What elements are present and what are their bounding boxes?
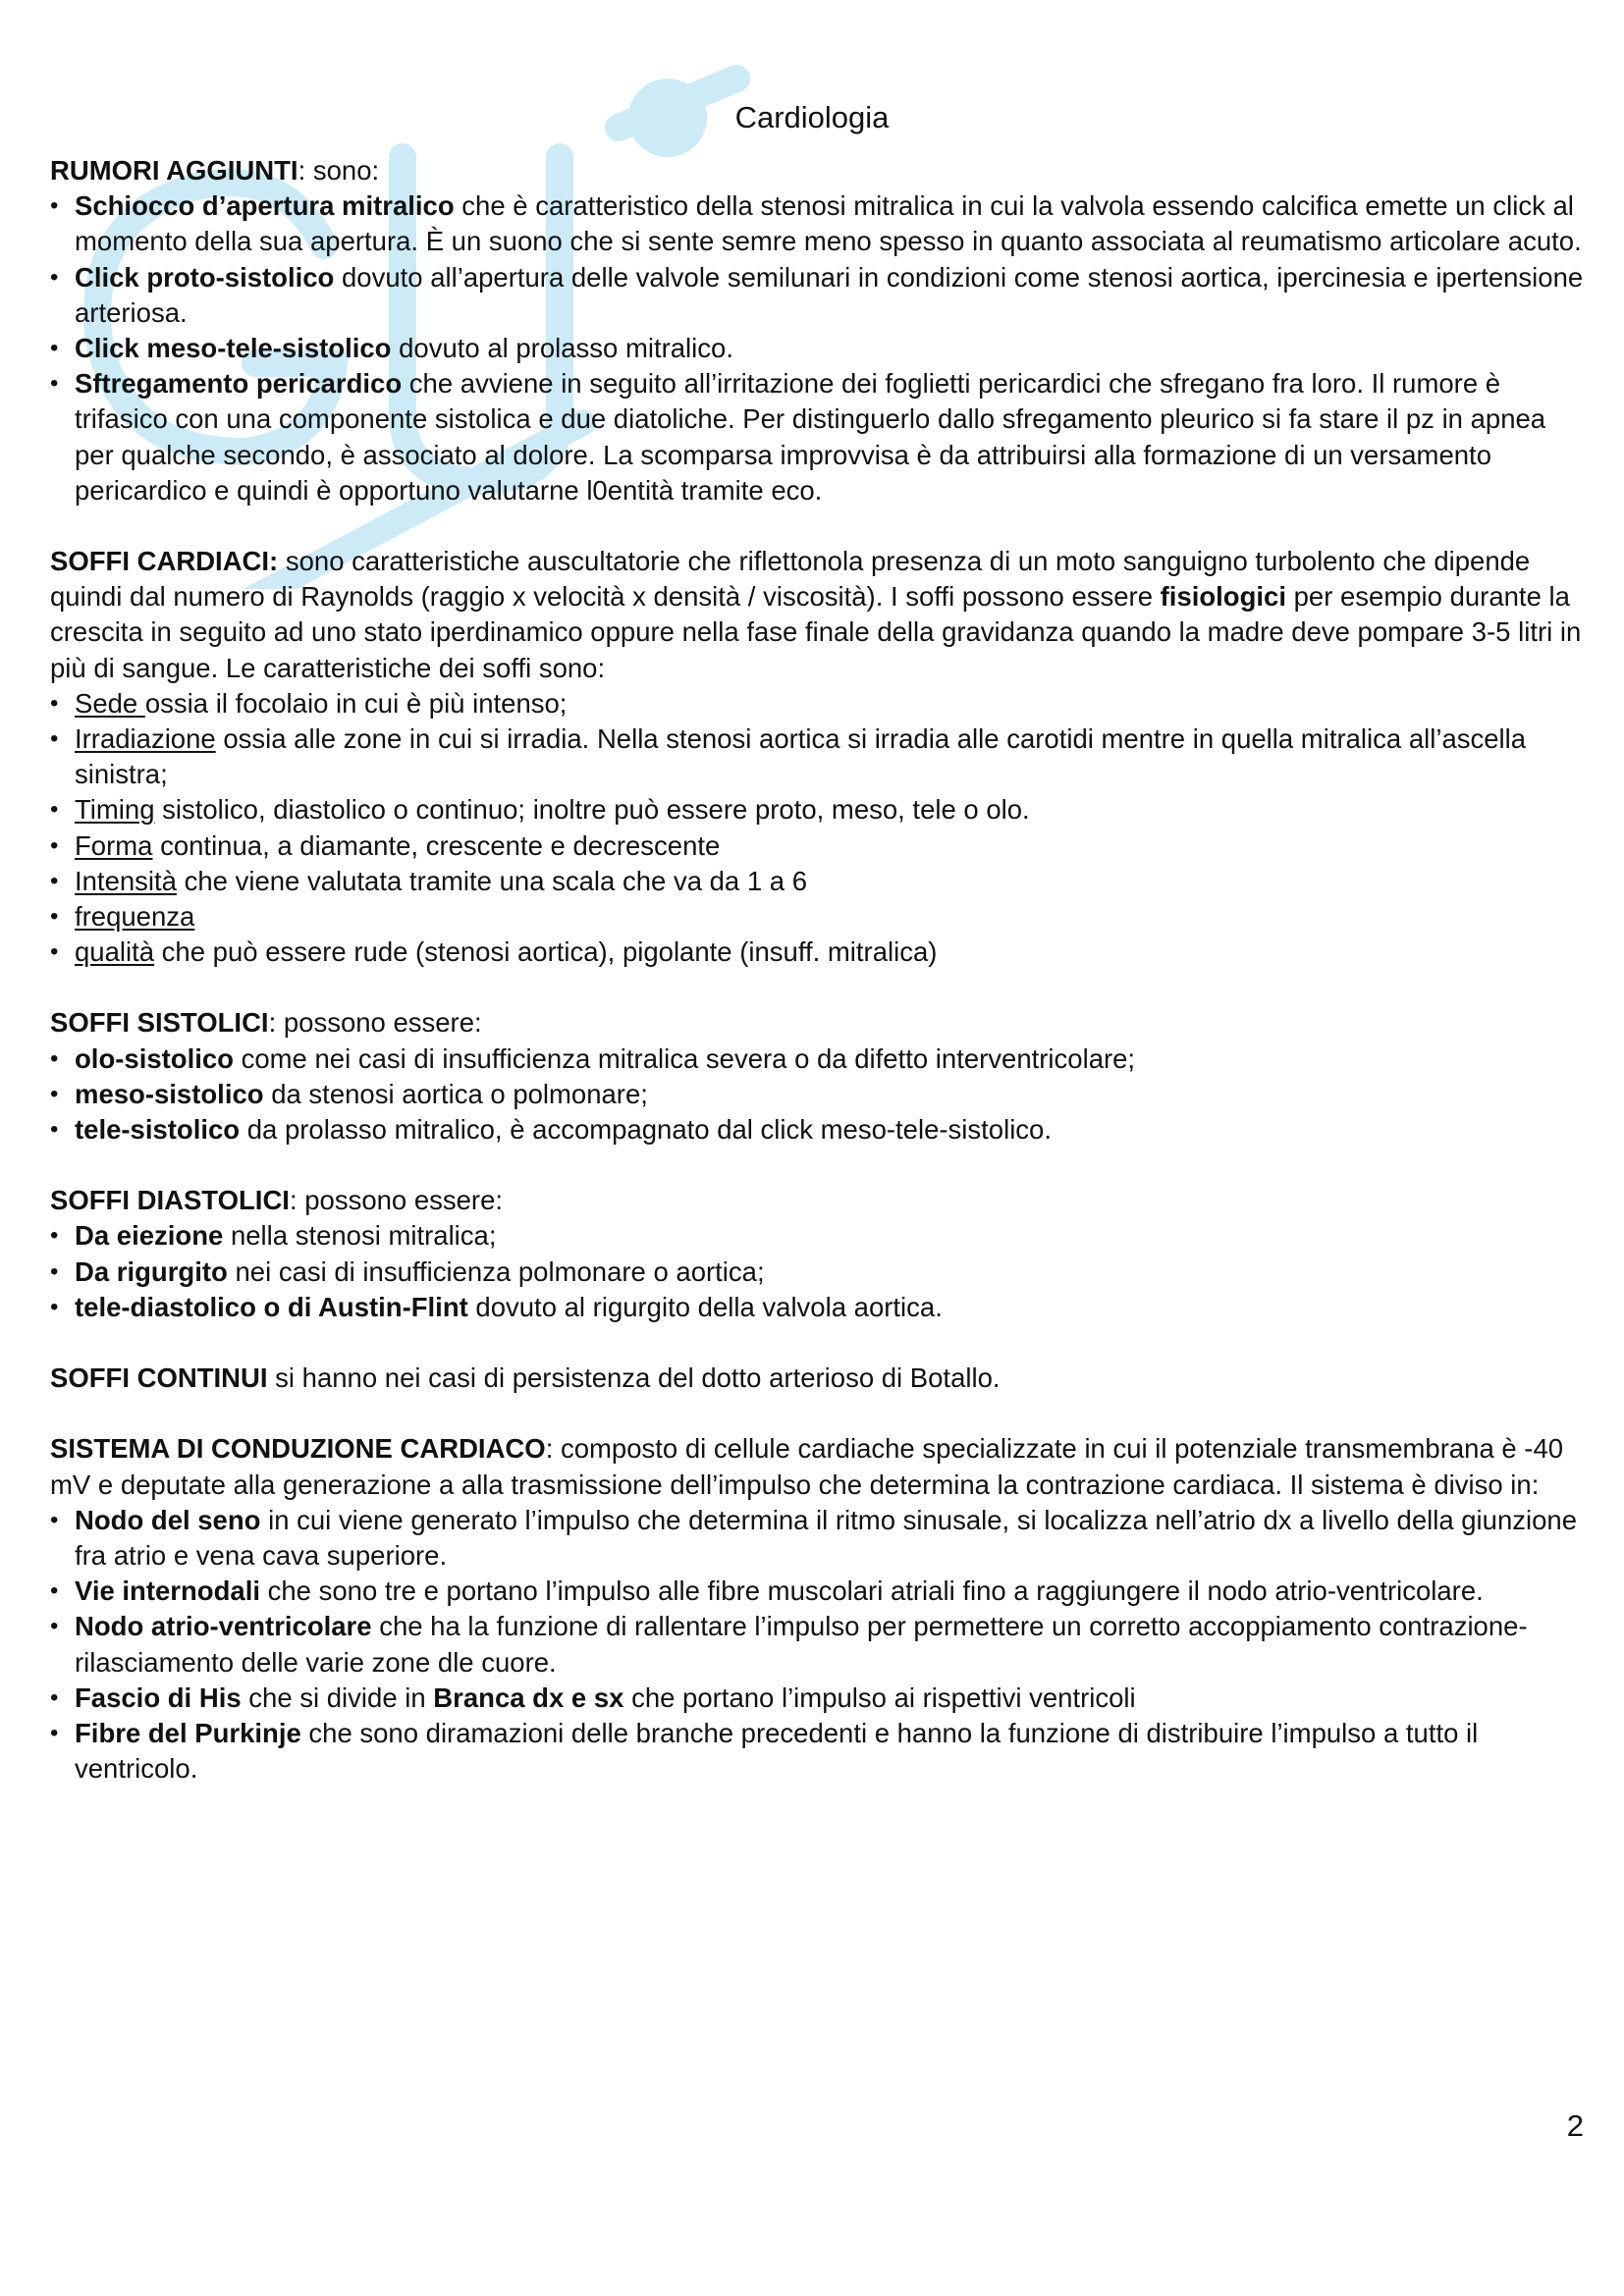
item-text: nella stenosi mitralica;	[223, 1220, 497, 1252]
item-text: che portano l’impulso ai rispettivi ventricoli	[623, 1682, 1136, 1713]
item-term: Nodo del seno	[75, 1504, 261, 1535]
item-term: Intensità	[75, 865, 177, 896]
item-text: dovuto all’apertura delle valvole semilunari in condizioni come stenosi aortica, ipercinesia e ipertensione arteriosa.	[75, 261, 1584, 328]
section-heading: SISTEMA DI CONDUZIONE CARDIACO	[50, 1433, 546, 1465]
section-intro: : possono essere:	[268, 1007, 482, 1039]
spacer	[50, 1325, 1592, 1361]
item-text: che ha la funzione di rallentare l’impulso per permettere un corretto accoppiamento contrazione-rilasciamento delle varie zone dle cuore.	[75, 1611, 1528, 1678]
item-text: nei casi di insufficienza polmonare o aortica;	[227, 1255, 765, 1287]
item-term: Vie internodali	[75, 1575, 260, 1607]
item-term: qualità	[75, 936, 155, 968]
list-item	[50, 686, 1592, 721]
item-term: Sede	[75, 687, 145, 719]
section-heading: SOFFI SISTOLICI	[50, 1007, 269, 1039]
list-item	[50, 828, 1592, 864]
item-term: olo-sistolico	[75, 1042, 234, 1074]
item-text: ossia il focolaio in cui è più intenso;	[144, 687, 568, 719]
item-text: che è caratteristico della stenosi mitralica in cui la valvola essendo calcifica emette un click al momento della sua apertura. È un suono che si sente semre meno spesso in quanto associata al reumatismo articolare acuto.	[75, 190, 1582, 257]
item-term: Click proto-sistolico	[75, 261, 335, 293]
item-term: frequenza	[75, 901, 195, 933]
emphasis-term: fisiologici	[1160, 581, 1286, 613]
item-text: come nei casi di insufficienza mitralica severa o da difetto interventricolare;	[233, 1042, 1136, 1074]
item-term: Fibre del Purkinje	[75, 1717, 301, 1748]
item-term: tele-diastolico o di Austin-Flint	[75, 1291, 468, 1322]
list-item	[50, 864, 1592, 899]
paragraph-text: per esempio durante la crescita in seguito ad uno stato iperdinamico oppure nella fase finale della gravidanza quando la madre deve pompare 3-5 litri in più di sangue. Le caratteristiche dei soffi sono:	[50, 581, 1582, 683]
spacer	[50, 970, 1592, 1005]
section-intro: : sono:	[298, 155, 380, 186]
item-text: in cui viene generato l’impulso che determina il ritmo sinusale, si localizza nell’atrio dx a livello della giunzione fra atrio e vena cava superiore.	[75, 1504, 1577, 1571]
section-soffi-continui	[50, 1361, 1592, 1396]
list-item	[50, 721, 1592, 792]
spacer	[50, 508, 1592, 544]
section-heading: RUMORI AGGIUNTI	[50, 155, 298, 186]
item-term: Timing	[75, 794, 155, 826]
item-term: Sftregamento pericardico	[75, 368, 403, 400]
spacer	[50, 1148, 1592, 1183]
item-text: che sono tre e portano l’impulso alle fibre muscolari atriali fino a raggiungere il nodo atrio-ventricolare.	[259, 1575, 1484, 1607]
page-number: 2	[1566, 2109, 1584, 2143]
item-text: continua, a diamante, crescente e decrescente	[152, 829, 721, 861]
section-paragraph	[50, 1431, 1592, 1502]
list-item	[50, 1503, 1592, 1574]
item-text: sistolico, diastolico o continuo; inoltre può essere proto, meso, tele o olo.	[154, 794, 1030, 826]
item-term-secondary: Branca dx e sx	[433, 1682, 624, 1713]
section-heading: SOFFI DIASTOLICI	[50, 1185, 290, 1216]
item-text: che si divide in	[241, 1682, 434, 1713]
list-item	[50, 1077, 1592, 1112]
section-sistema-conduzione	[50, 1431, 1592, 1787]
item-term: tele-sistolico	[75, 1114, 241, 1146]
item-term: Schiocco d’apertura mitralico	[75, 190, 455, 222]
item-term: meso-sistolico	[75, 1078, 264, 1109]
bullet-list	[50, 686, 1592, 971]
paragraph-text: sono caratteristiche auscultatorie che riflettonola presenza di un moto sanguigno turbolento che dipende quindi dal numero di Raynolds (raggio x velocità x densità / viscosità). I soffi possono essere	[50, 546, 1531, 613]
item-text: che viene valutata tramite una scala che va da 1 a 6	[176, 865, 808, 896]
section-paragraph	[50, 544, 1592, 686]
bullet-list	[50, 1041, 1592, 1148]
list-item	[50, 1609, 1592, 1680]
document-body	[50, 153, 1592, 1787]
section-heading: SOFFI CARDIACI:	[50, 546, 279, 577]
item-term: Nodo atrio-ventricolare	[75, 1611, 372, 1642]
list-item	[50, 1574, 1592, 1609]
paragraph-text: : composto di cellule cardiache specializzate in cui il potenziale transmembrana è -40 mV e deputate alla generazione a alla trasmissione dell’impulso che determina la contrazione cardiaca. Il sistema è diviso in:	[50, 1433, 1564, 1500]
item-text: dovuto al prolasso mitralico.	[391, 333, 733, 364]
list-item	[50, 1041, 1592, 1077]
item-term: Da rigurgito	[75, 1255, 228, 1287]
section-soffi-diastolici	[50, 1183, 1592, 1325]
item-text: da prolasso mitralico, è accompagnato dal click meso-tele-sistolico.	[240, 1114, 1052, 1146]
item-text: ossia alle zone in cui si irradia. Nella stenosi aortica si irradia alle carotidi mentre in quella mitralica all’ascella sinistra;	[75, 723, 1527, 790]
item-text: che può essere rude (stenosi aortica), pigolante (insuff. mitralica)	[154, 936, 938, 968]
spacer	[50, 1396, 1592, 1431]
list-item	[50, 1112, 1592, 1148]
section-soffi-cardiaci	[50, 544, 1592, 970]
bullet-list	[50, 188, 1592, 508]
list-item	[50, 792, 1592, 828]
section-paragraph	[50, 1361, 1592, 1396]
list-item	[50, 934, 1592, 970]
section-rumori-aggiunti	[50, 153, 1592, 508]
item-term: Forma	[75, 829, 153, 861]
item-term: Da eiezione	[75, 1220, 224, 1252]
item-text: dovuto al rigurgito della valvola aortica.	[467, 1291, 943, 1322]
section-intro: : possono essere:	[289, 1185, 504, 1216]
list-item	[50, 1716, 1592, 1787]
list-item	[50, 1255, 1592, 1290]
list-item	[50, 260, 1592, 331]
list-item	[50, 1218, 1592, 1254]
list-item	[50, 1290, 1592, 1325]
section-heading: SOFFI CONTINUI	[50, 1362, 268, 1394]
list-item	[50, 366, 1592, 508]
bullet-list	[50, 1503, 1592, 1788]
paragraph-text: si hanno nei casi di persistenza del dotto arterioso di Botallo.	[267, 1362, 1001, 1394]
list-item	[50, 331, 1592, 366]
item-text: da stenosi aortica o polmonare;	[263, 1078, 648, 1109]
item-term: Irradiazione	[75, 723, 216, 755]
section-heading-line	[50, 153, 1592, 188]
list-item	[50, 899, 1592, 934]
list-item	[50, 188, 1592, 259]
item-term: Fascio di His	[75, 1682, 242, 1713]
page-title: Cardiologia	[734, 100, 890, 134]
item-text: che sono diramazioni delle branche precedenti e hanno la funzione di distribuire l’impulso a tutto il ventricolo.	[75, 1717, 1479, 1785]
section-heading-line	[50, 1183, 1592, 1218]
section-heading-line	[50, 1005, 1592, 1041]
item-text: che avviene in seguito all’irritazione dei foglietti pericardici che sfregano fra loro. Il rumore è trifasico con una componente sistolica e due diatoliche. Per distinguerlo dallo sfregamento pleurico si fa stare il pz in apnea per qualche secondo, è associato al dolore. La scomparsa improvvisa è da attribuirsi alla formazione di un versamento pericardico e quindi è opportuno valutarne l0entità tramite eco.	[75, 368, 1546, 506]
section-soffi-sistolici	[50, 1005, 1592, 1148]
bullet-list	[50, 1218, 1592, 1325]
item-term: Click meso-tele-sistolico	[75, 333, 392, 364]
list-item	[50, 1681, 1592, 1716]
